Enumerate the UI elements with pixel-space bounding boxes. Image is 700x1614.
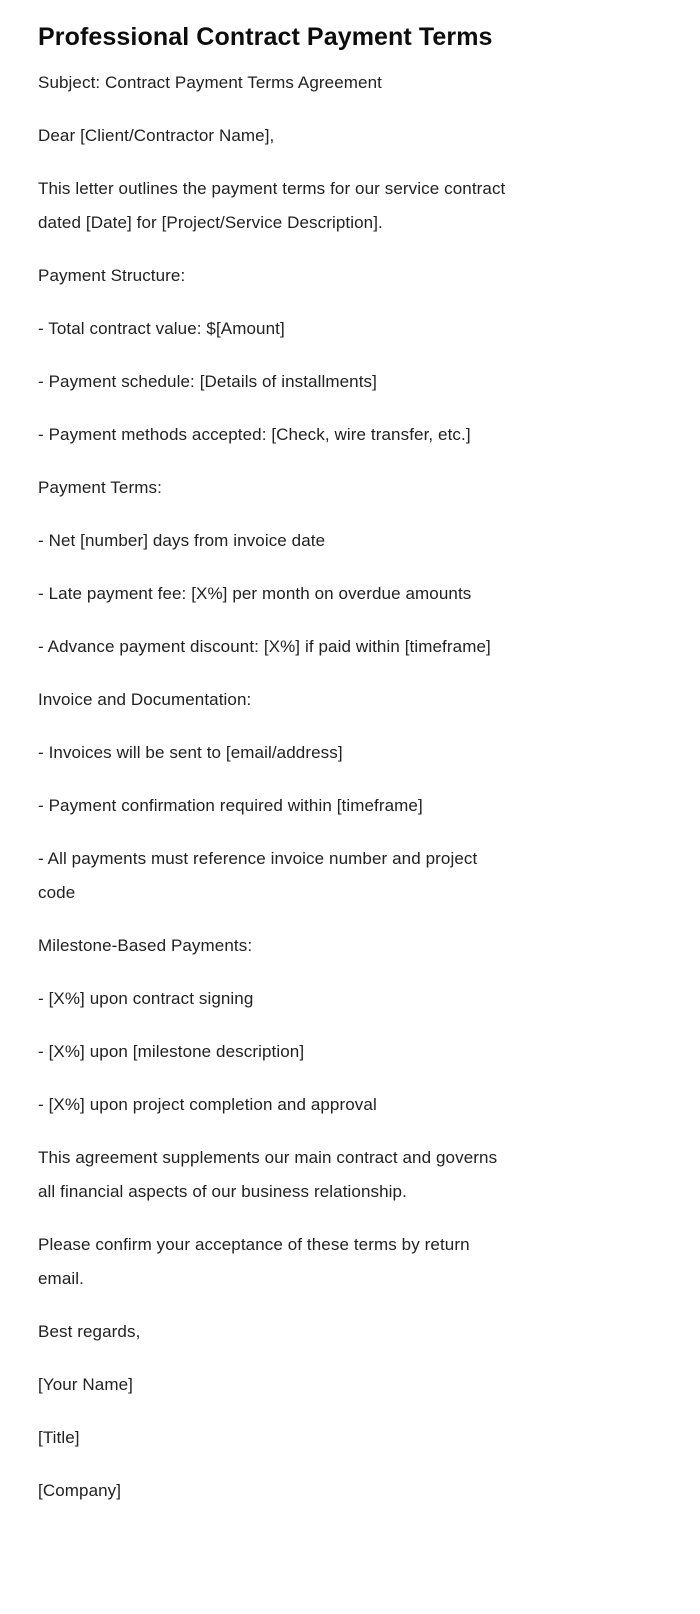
paragraph: - Invoices will be sent to [email/address] [38, 743, 343, 762]
paragraph: - All payments must reference invoice number and project code [38, 849, 478, 902]
paragraph: - Payment schedule: [Details of installments] [38, 372, 377, 391]
paragraph: Payment Structure: [38, 266, 186, 285]
paragraph: - Total contract value: $[Amount] [38, 319, 285, 338]
paragraph: - Net [number] days from invoice date [38, 531, 326, 550]
paragraph: - [X%] upon project completion and approval [38, 1095, 377, 1114]
paragraph: Dear [Client/Contractor Name], [38, 126, 275, 145]
page-title: Professional Contract Payment Terms [38, 23, 493, 51]
paragraph: - [X%] upon contract signing [38, 989, 254, 1008]
paragraph: Payment Terms: [38, 478, 162, 497]
paragraph: - Advance payment discount: [X%] if paid within [timeframe] [38, 637, 491, 656]
paragraph: [Your Name] [38, 1375, 133, 1394]
paragraph: This letter outlines the payment terms for our service contract dated [Date] for [Project/Service Description]. [38, 179, 506, 232]
paragraph: Milestone-Based Payments: [38, 936, 253, 955]
paragraph: - Payment methods accepted: [Check, wire transfer, etc.] [38, 425, 471, 444]
paragraph: - [X%] upon [milestone description] [38, 1042, 305, 1061]
letter-body [38, 66, 642, 1508]
paragraph: Invoice and Documentation: [38, 690, 252, 709]
paragraph: [Title] [38, 1428, 80, 1447]
paragraph: Subject: Contract Payment Terms Agreement [38, 73, 382, 92]
paragraph: Please confirm your acceptance of these terms by return email. [38, 1235, 470, 1288]
paragraph: This agreement supplements our main contract and governs all financial aspects of our business relationship. [38, 1148, 498, 1201]
paragraph: [Company] [38, 1481, 122, 1500]
paragraph: - Late payment fee: [X%] per month on overdue amounts [38, 584, 472, 603]
paragraph: - Payment confirmation required within [timeframe] [38, 796, 423, 815]
paragraph: Best regards, [38, 1322, 141, 1341]
